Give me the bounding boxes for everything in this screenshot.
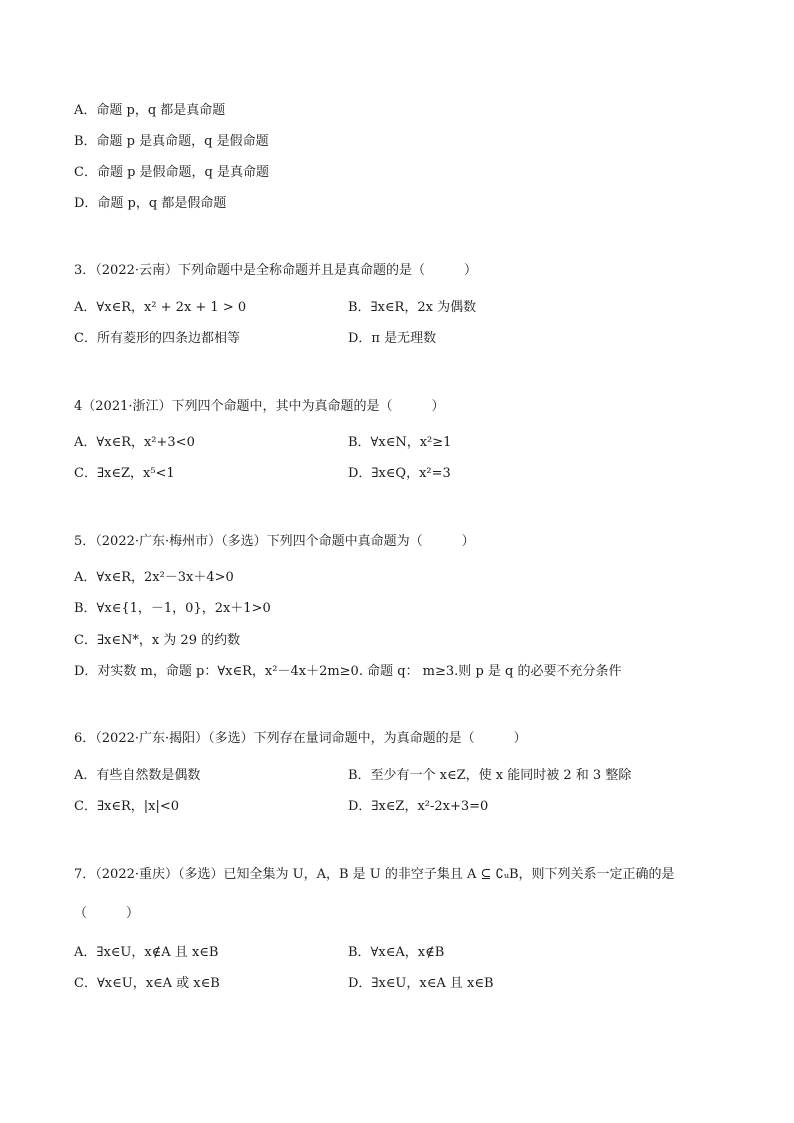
q2-option-b: B．命题 p 是真命题，q 是假命题: [74, 134, 269, 149]
q2-option-a: A．命题 p，q 都是真命题: [74, 103, 226, 118]
q4-option-d: D．∃x∈Q，x²=3: [348, 466, 451, 481]
q4-option-b: B．∀x∈N，x²≥1: [348, 435, 452, 450]
q4-option-a: A．∀x∈R，x²+3<0: [74, 435, 195, 450]
q6-option-d: D．∃x∈Z，x²-2x+3=0: [348, 799, 489, 814]
q7-option-c: C．∀x∈U，x∈A 或 x∈B: [74, 976, 220, 991]
q5-stem: 5．（2022·广东·梅州市）（多选）下列四个命题中真命题为（ ）: [74, 534, 475, 549]
q2-option-c: C．命题 p 是假命题，q 是真命题: [74, 165, 269, 180]
q3-option-d: D．π 是无理数: [348, 331, 437, 346]
q6-stem: 6．（2022·广东·揭阳）（多选）下列存在量词命题中，为真命题的是（ ）: [74, 731, 527, 746]
q6-option-b: B．至少有一个 x∈Z，使 x 能同时被 2 和 3 整除: [348, 768, 632, 783]
q7-stem-continued: （ ）: [74, 906, 140, 921]
q3-stem: 3．（2022·云南）下列命题中是全称命题并且是真命题的是（ ）: [74, 263, 477, 278]
q7-option-a: A．∃x∈U，x∉A 且 x∈B: [74, 945, 219, 960]
q4-option-c: C．∃x∈Z，x⁵<1: [74, 466, 175, 481]
q7-option-d: D．∃x∈U，x∈A 且 x∈B: [348, 976, 494, 991]
q5-option-c: C．∃x∈N*，x 为 29 的约数: [74, 633, 241, 648]
q4-stem: 4（2021·浙江）下列四个命题中，其中为真命题的是（ ）: [74, 399, 445, 414]
q5-option-d: D．对实数 m，命题 p：∀x∈R，x²－4x＋2m≥0. 命题 q： m≥3.则 p 是 q 的必要不充分条件: [74, 664, 622, 679]
q5-option-b: B．∀x∈{1，－1，0}，2x＋1>0: [74, 601, 271, 616]
q3-option-b: B．∃x∈R，2x 为偶数: [348, 300, 477, 315]
q7-stem: 7．（2022·重庆）（多选）已知全集为 U，A，B 是 U 的非空子集且 A ⊆ ∁ᵤB，则下列关系一定正确的是: [74, 867, 675, 882]
q2-option-d: D．命题 p，q 都是假命题: [74, 196, 227, 211]
q3-option-c: C．所有菱形的四条边都相等: [74, 331, 240, 346]
q5-option-a: A．∀x∈R，2x²－3x＋4>0: [74, 570, 234, 585]
q6-option-a: A．有些自然数是偶数: [74, 768, 201, 783]
q7-option-b: B．∀x∈A，x∉B: [348, 945, 445, 960]
q3-option-a: A．∀x∈R，x² + 2x + 1 > 0: [74, 300, 247, 315]
q6-option-c: C．∃x∈R，|x|<0: [74, 799, 179, 814]
